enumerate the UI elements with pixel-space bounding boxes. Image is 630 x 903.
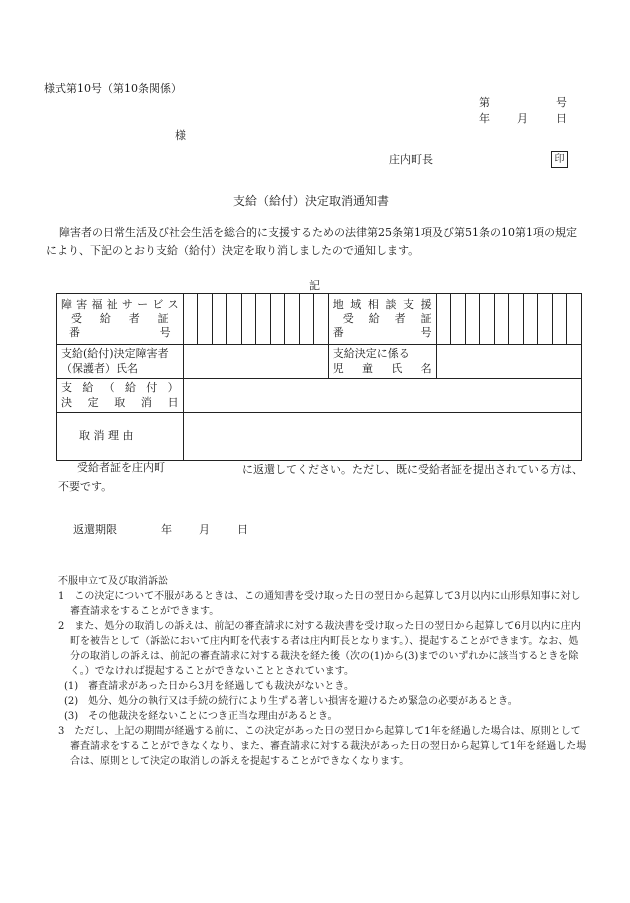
appeal-sub-2: (2) 処分、処分の執行又は手続の続行により生ずる著しい損害を避けるため緊急の必要があるとき。 [64, 696, 518, 707]
digit-box[interactable] [538, 294, 553, 345]
digit-box[interactable] [523, 294, 538, 345]
service-cert-number-label: 障害福祉サービス 受 給 者 証 番 号 [57, 294, 184, 345]
table-row [57, 345, 582, 379]
appeal-item-2: 2 また、処分の取消しの訴えは、前記の審査請求に対する裁決書を受け取った日の翌日から起算して6月以内に庄内町を被告として（訴訟において庄内町を代表する者は庄内町長となります。）、提起することができます。なお、処分の取消しの訴えは、前記の審査請求に対する裁決を経た後（次の(1)から(3)までのいずれかに該当するときを除く。）でなければ提起することができないこととされています。 [58, 621, 581, 677]
digit-box[interactable] [285, 294, 300, 345]
issue-no-prefix: 第 [479, 96, 490, 109]
digit-box[interactable] [198, 294, 213, 345]
table-row [57, 379, 582, 413]
cancel-reason-field[interactable] [183, 413, 581, 461]
child-name-field[interactable] [436, 345, 581, 379]
digit-box[interactable] [212, 294, 227, 345]
digit-box[interactable] [567, 294, 582, 345]
digit-box[interactable] [509, 294, 524, 345]
digit-box[interactable] [270, 294, 285, 345]
appeal-sub-3: (3) その他裁決を経ないことにつき正当な理由があるとき。 [64, 711, 338, 722]
appeal-section [58, 574, 588, 769]
date-year: 年 [479, 112, 490, 125]
appeal-sub-1: (1) 審査請求があった日から3月を経過しても裁決がないとき。 [64, 681, 355, 692]
return-notice-a: 受給者証を庄内町 [77, 461, 165, 474]
appeal-item-3: 3 ただし、上記の期間が経過する前に、この決定があった日の翌日から起算して1年を経過した場合は、原則として審査請求をすることができなくなり、また、審査請求に対する裁決があった日の翌日から起算して1年を経過した場合は、原則として決定の取消しの訴えを提起することができなくなります。 [58, 726, 587, 767]
digit-box[interactable] [465, 294, 480, 345]
date-month: 月 [517, 112, 528, 125]
digit-box[interactable] [494, 294, 509, 345]
digit-box[interactable] [451, 294, 466, 345]
ki-marker: 記 [309, 279, 320, 292]
deadline-label: 返還期限 [73, 523, 117, 536]
digit-box[interactable] [227, 294, 242, 345]
seal-mark: 印 [551, 151, 568, 168]
deadline-year: 年 [161, 523, 172, 536]
digit-box[interactable] [314, 294, 329, 345]
appeal-heading: 不服申立て及び取消訴訟 [58, 576, 168, 587]
digit-box[interactable] [183, 294, 198, 345]
child-name-label: 支給決定に係る 児 童 氏 名 [328, 345, 436, 379]
table-row [57, 413, 582, 461]
digit-box[interactable] [480, 294, 495, 345]
table-row [57, 294, 582, 345]
consultation-cert-number-label: 地域相談支援 受 給 者 証 番 号 [328, 294, 436, 345]
digit-box[interactable] [436, 294, 451, 345]
form-number: 様式第10号（第10条関係） [44, 82, 182, 95]
digit-box[interactable] [256, 294, 271, 345]
issue-no-suffix: 号 [556, 96, 567, 109]
digit-box[interactable] [552, 294, 567, 345]
deadline-day: 日 [237, 523, 248, 536]
cancel-reason-label: 取 消 理 由 [57, 413, 184, 461]
recipient-name-label: 支給(給付)決定障害者 （保護者）氏名 [57, 345, 184, 379]
recipient-honorific: 様 [175, 129, 186, 142]
document-title: 支給（給付）決定取消通知書 [233, 194, 390, 208]
appeal-item-1: 1 この決定について不服があるときは、この通知書を受け取った日の翌日から起算して3月以内に山形県知事に対し審査請求をすることができます。 [58, 591, 581, 617]
digit-box[interactable] [299, 294, 314, 345]
body-text: 障害者の日常生活及び社会生活を総合的に支援するための法律第25条第1項及び第51条の10第1項の規定により、下記のとおり支給（給付）決定を取り消しましたので通知します。 [46, 226, 577, 257]
return-notice-b: に返還してください。ただし、既に受給者証を提出されている方は、不要です。 [58, 463, 583, 494]
recipient-name-field[interactable] [183, 345, 328, 379]
issuer-name: 庄内町長 [389, 153, 433, 166]
digit-box[interactable] [241, 294, 256, 345]
cancel-date-label: 支 給 （ 給 付 ） 決 定 取 消 日 [57, 379, 184, 413]
details-table [56, 293, 582, 461]
deadline-month: 月 [199, 523, 210, 536]
date-day: 日 [556, 112, 567, 125]
cancel-date-field[interactable] [183, 379, 581, 413]
